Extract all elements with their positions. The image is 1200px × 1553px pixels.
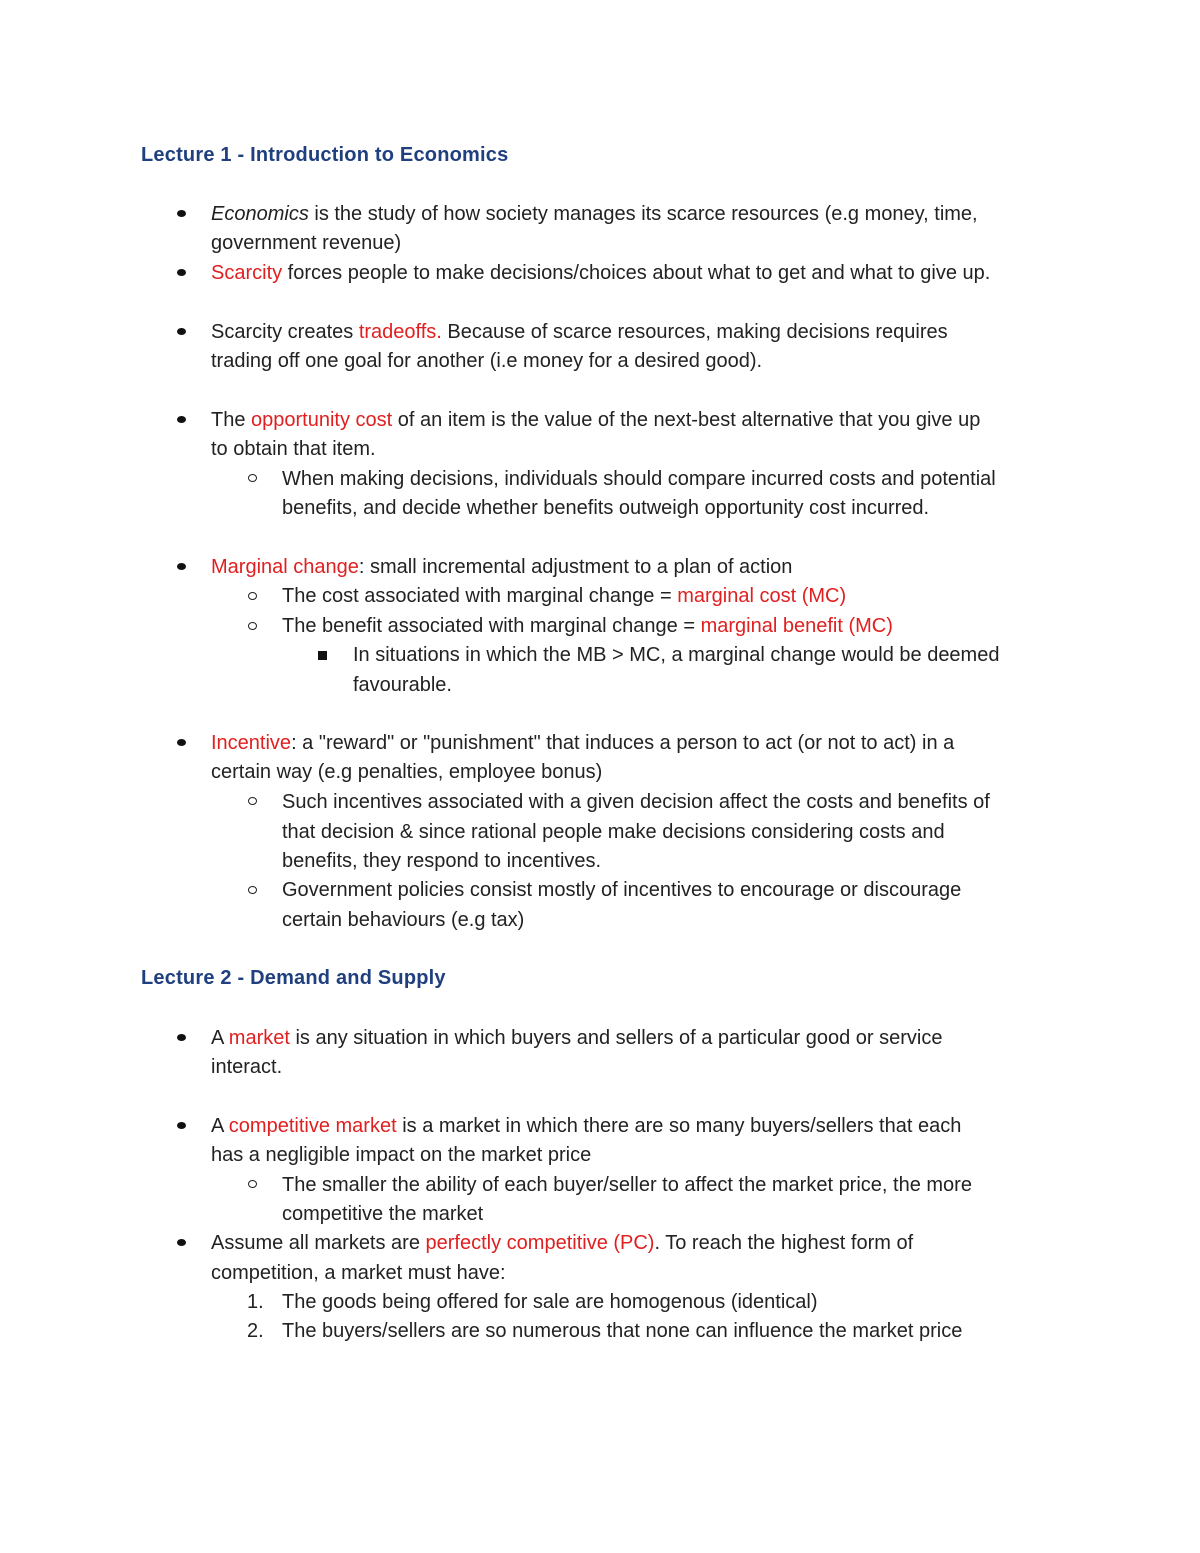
item-text-continued: to obtain that item. (211, 438, 376, 460)
item-text-continued: government revenue) (211, 232, 402, 254)
bullet-icon (177, 328, 186, 335)
term-tradeoffs: tradeoffs. (358, 321, 442, 343)
bullet-icon (177, 563, 186, 570)
bullet-icon (177, 739, 186, 746)
sub-item-text: Government policies consist mostly of incentives to encourage or discourage (282, 879, 962, 901)
bullet-icon (177, 416, 186, 423)
square-bullet-icon (318, 651, 327, 660)
sub-item-text-continued: competitive the market (282, 1203, 484, 1225)
item-text: forces people to make decisions/choices about what to get and what to give up. (282, 262, 991, 284)
item-text: The (211, 409, 252, 431)
term-marginal-cost: marginal cost (MC) (677, 585, 847, 607)
sub-item-text-continued: benefits, they respond to incentives. (282, 850, 602, 872)
item-text: is the study of how society manages its scarce resources (e.g money, time, (308, 203, 978, 225)
bullet-icon (177, 1122, 186, 1129)
list-item (211, 1026, 942, 1050)
term-incentive: Incentive (211, 732, 292, 754)
item-text-continued: has a negligible impact on the market price (211, 1144, 592, 1166)
bullet-icon (177, 1239, 186, 1246)
circle-bullet-icon (248, 797, 257, 805)
item-text-continued: certain way (e.g penalties, employee bonus) (211, 761, 603, 783)
bullet-icon (177, 210, 186, 217)
term-scarcity: Scarcity (211, 262, 283, 284)
bullet-icon (177, 269, 186, 276)
sub-item-text: Such incentives associated with a given decision affect the costs and benefits of (282, 791, 990, 813)
list-item (211, 202, 978, 226)
circle-bullet-icon (248, 886, 257, 894)
circle-bullet-icon (248, 592, 257, 600)
lecture-2-heading: Lecture 2 - Demand and Supply (141, 967, 446, 989)
list-item (211, 731, 954, 755)
list-item (211, 261, 990, 285)
sub-sub-item-text: In situations in which the MB > MC, a marginal change would be deemed (353, 644, 1000, 666)
list-number: 1. (247, 1291, 264, 1313)
sub-item-text-continued: certain behaviours (e.g tax) (282, 909, 525, 931)
list-item (211, 408, 980, 432)
list-item (211, 555, 792, 579)
sub-item-text-continued: benefits, and decide whether benefits outweigh opportunity cost incurred. (282, 497, 930, 519)
list-item (211, 1231, 913, 1255)
item-text-continued: trading off one goal for another (i.e money for a desired good). (211, 350, 763, 372)
sub-item-text: The smaller the ability of each buyer/seller to affect the market price, the more (282, 1174, 972, 1196)
list-item (211, 320, 948, 344)
circle-bullet-icon (248, 474, 257, 482)
circle-bullet-icon (248, 1180, 257, 1188)
item-text: of an item is the value of the next-best alternative that you give up (392, 409, 981, 431)
item-text: : a "reward" or "punishment" that induces a person to act (or not to act) in a (291, 732, 955, 754)
item-text: Scarcity creates (211, 321, 359, 343)
item-text-continued: interact. (211, 1056, 283, 1078)
bullet-icon (177, 1034, 186, 1041)
item-text: A (211, 1027, 229, 1049)
item-text: : small incremental adjustment to a plan of action (358, 556, 793, 578)
item-text: A (211, 1115, 229, 1137)
term-competitive-market: competitive market (228, 1115, 397, 1137)
item-text: Because of scarce resources, making decisions requires (441, 321, 948, 343)
sub-item-text (282, 614, 893, 638)
term-marginal-benefit: marginal benefit (MC) (700, 615, 893, 637)
term-perfectly-competitive: perfectly competitive (PC) (425, 1232, 655, 1254)
numbered-item-text: The buyers/sellers are so numerous that none can influence the market price (282, 1320, 963, 1342)
item-text: The benefit associated with marginal change = (282, 615, 701, 637)
item-text: The cost associated with marginal change = (282, 585, 678, 607)
term-economics: Economics (211, 203, 309, 225)
list-number: 2. (247, 1320, 264, 1342)
item-text: Assume all markets are (211, 1232, 426, 1254)
item-text: . To reach the highest form of (654, 1232, 914, 1254)
item-text-continued: competition, a market must have: (211, 1262, 506, 1284)
term-market: market (228, 1027, 290, 1049)
term-marginal-change: Marginal change (211, 556, 359, 578)
sub-item-text: When making decisions, individuals should compare incurred costs and potential (282, 468, 996, 490)
sub-item-text (282, 584, 846, 608)
item-text: is any situation in which buyers and sellers of a particular good or service (289, 1027, 943, 1049)
sub-sub-item-text-continued: favourable. (353, 674, 452, 696)
item-text: is a market in which there are so many buyers/sellers that each (396, 1115, 962, 1137)
term-opportunity-cost: opportunity cost (251, 409, 393, 431)
circle-bullet-icon (248, 622, 257, 630)
sub-item-text-continued: that decision & since rational people make decisions considering costs and (282, 821, 945, 843)
list-item (211, 1114, 961, 1138)
lecture-1-heading: Lecture 1 - Introduction to Economics (141, 144, 509, 166)
numbered-item-text: The goods being offered for sale are homogenous (identical) (282, 1291, 818, 1313)
